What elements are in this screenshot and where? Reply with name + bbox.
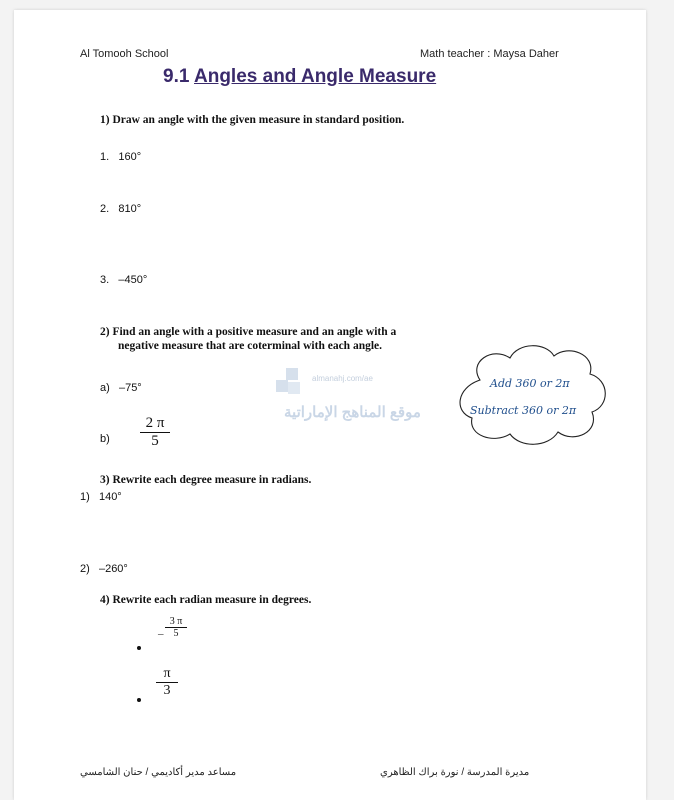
q4-item-2-numerator: π	[156, 666, 178, 683]
page-title	[163, 66, 436, 88]
q3-item-2-value: –260°	[98, 563, 128, 575]
q1-item-3-value: –450°	[118, 274, 148, 286]
footer-right-signature: مديرة المدرسة / نورة براك الظاهري	[380, 767, 530, 778]
q2-item-a-label: a)	[100, 382, 110, 394]
hint-add: Add 360 or 2π	[490, 377, 570, 390]
teacher-name: Math teacher : Maysa Daher	[420, 48, 559, 60]
q2-item-b-fraction	[140, 415, 170, 450]
watermark-logo	[276, 368, 310, 402]
q4-item-1-denominator: 5	[173, 628, 179, 639]
q1-item-2-value: 810°	[118, 203, 142, 215]
question-1-prompt: 1) Draw an angle with the given measure in standard position.	[100, 114, 405, 126]
title-text: Angles and Angle Measure	[194, 66, 437, 87]
q1-item-3	[100, 274, 147, 286]
hint-subtract: Subtract 360 or 2π	[470, 404, 577, 417]
q4-item-1-sign: –	[158, 628, 164, 640]
title-number: 9.1	[163, 66, 190, 87]
watermark-arabic: موقع المناهج الإماراتية	[284, 404, 421, 421]
q3-item-2-label: 2)	[80, 563, 90, 575]
q1-item-1	[100, 151, 141, 163]
q4-item-1-numerator: 3 π	[165, 616, 187, 628]
question-3-prompt: 3) Rewrite each degree measure in radians.	[100, 474, 312, 486]
q3-item-1	[80, 491, 122, 503]
q4-item-1-fraction	[165, 616, 187, 639]
footer-left-signature: مساعد مدير أكاديمي / حنان الشامسي	[80, 767, 237, 778]
q1-item-2-label: 2.	[100, 203, 110, 215]
q4-item-2-bullet	[137, 698, 141, 702]
q2-item-b-numerator: 2 π	[140, 415, 170, 433]
q4-item-1-bullet	[137, 646, 141, 650]
q3-item-1-value: 140°	[98, 491, 122, 503]
cloud-shape	[450, 340, 610, 452]
q4-item-2-denominator: 3	[163, 683, 171, 698]
q3-item-2	[80, 563, 128, 575]
q1-item-1-label: 1.	[100, 151, 110, 163]
q1-item-1-value: 160°	[118, 151, 142, 163]
question-2-prompt-line1: 2) Find an angle with a positive measure and an angle with a	[100, 326, 397, 338]
worksheet-page	[14, 10, 646, 800]
question-2-prompt-line2: negative measure that are coterminal with each angle.	[118, 340, 383, 352]
q3-item-1-label: 1)	[80, 491, 90, 503]
q2-item-a	[100, 382, 142, 394]
question-4-prompt: 4) Rewrite each radian measure in degrees.	[100, 594, 312, 606]
hint-cloud	[450, 340, 610, 452]
q4-item-2-fraction	[156, 666, 178, 699]
q2-item-b-label: b)	[100, 433, 110, 445]
watermark-url: almanahj.com/ae	[312, 374, 373, 383]
school-name: Al Tomooh School	[80, 48, 169, 60]
q2-item-a-value: –75°	[118, 382, 142, 394]
q1-item-3-label: 3.	[100, 274, 110, 286]
q2-item-b-denominator: 5	[151, 433, 159, 449]
q1-item-2	[100, 203, 141, 215]
